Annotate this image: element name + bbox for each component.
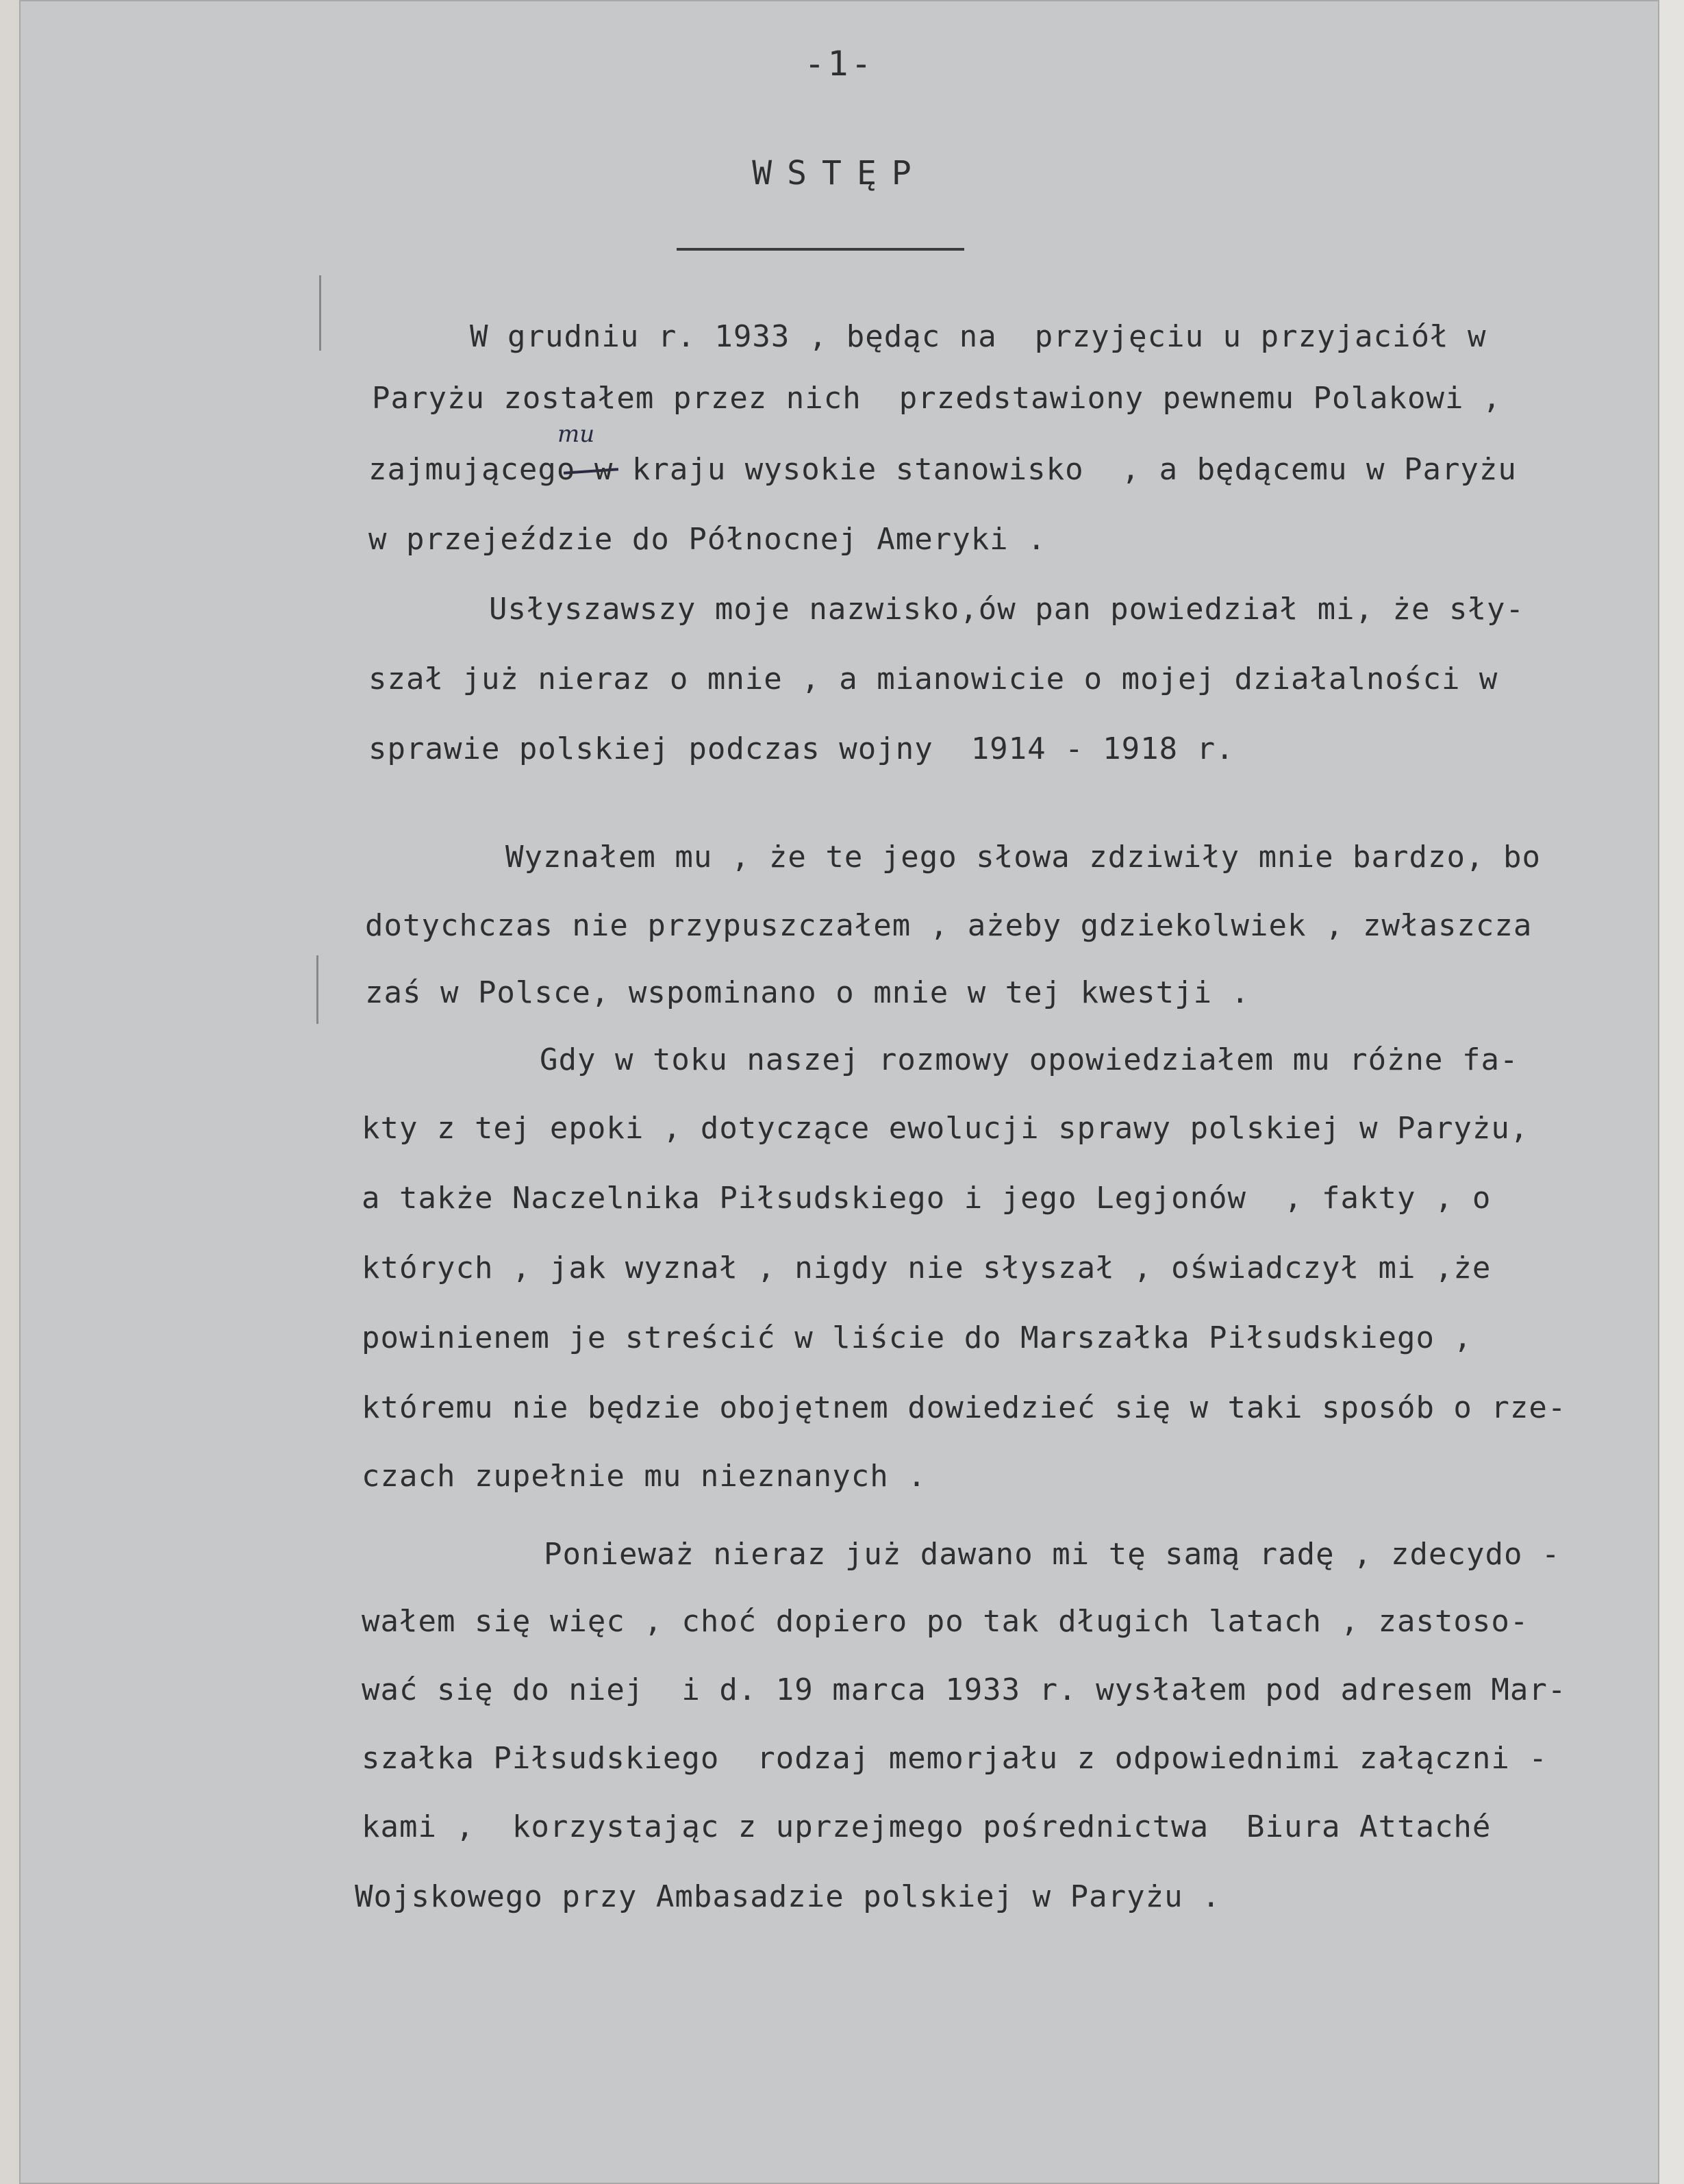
page-number: -1-: [804, 44, 875, 84]
document-page: [19, 0, 1659, 2184]
body-line-18: Ponieważ nieraz już dawano mi tę samą radę , zdecydo -: [544, 1537, 1561, 1572]
body-line-13: a także Naczelnika Piłsudskiego i jego Legjonów , fakty , o: [362, 1181, 1492, 1216]
paper-edge-left: [0, 0, 19, 2184]
body-line-8: Wyznałem mu , że te jego słowa zdziwiły mnie bardzo, bo: [505, 840, 1541, 875]
body-line-17: czach zupełnie mu nieznanych .: [362, 1459, 927, 1494]
body-line-19: wałem się więc , choć dopiero po tak długich latach , zastoso-: [362, 1604, 1529, 1639]
body-line-15: powinienem je streścić w liście do Marszałka Piłsudskiego ,: [362, 1320, 1472, 1355]
body-line-21: szałka Piłsudskiego rodzaj memorjału z odpowiednimi załączni -: [362, 1741, 1548, 1776]
body-line-9: dotychczas nie przypuszczałem , ażeby gdziekolwiek , zwłaszcza: [365, 908, 1533, 943]
body-line-20: wać się do niej i d. 19 marca 1933 r. wysłałem pod adresem Mar-: [362, 1672, 1567, 1707]
body-line-5: Usłyszawszy moje nazwisko,ów pan powiedział mi, że sły-: [489, 592, 1524, 627]
handwritten-insert: mu: [557, 421, 595, 448]
paper-edge-right: [1659, 0, 1684, 2184]
document-title: WSTĘP: [752, 154, 927, 192]
body-line-4: w przejeździe do Północnej Ameryki .: [368, 522, 1046, 557]
body-line-14: których , jak wyznał , nigdy nie słyszał , oświadczył mi ,że: [362, 1251, 1492, 1285]
title-underline: [677, 248, 964, 251]
margin-mark-top: [319, 275, 321, 351]
body-line-6: szał już nieraz o mnie , a mianowicie o mojej działalności w: [368, 662, 1498, 696]
body-line-7: sprawie polskiej podczas wojny 1914 - 1918 r.: [368, 731, 1235, 766]
body-line-11: Gdy w toku naszej rozmowy opowiedziałem mu różne fa-: [540, 1042, 1519, 1077]
body-line-3: zajmującego w kraju wysokie stanowisko , a będącemu w Paryżu: [368, 452, 1517, 487]
body-line-22: kami , korzystając z uprzejmego pośrednictwa Biura Attaché: [362, 1809, 1492, 1844]
body-line-10: zaś w Polsce, wspominano o mnie w tej kwestji .: [365, 975, 1251, 1010]
body-line-12: kty z tej epoki , dotyczące ewolucji sprawy polskiej w Paryżu,: [362, 1111, 1529, 1146]
body-line-2: Paryżu zostałem przez nich przedstawiony pewnemu Polakowi ,: [372, 381, 1502, 416]
body-line-16: któremu nie będzie obojętnem dowiedzieć się w taki sposób o rze-: [362, 1390, 1567, 1425]
margin-mark-middle: [316, 955, 318, 1024]
body-line-23: Wojskowego przy Ambasadzie polskiej w Paryżu .: [355, 1879, 1221, 1914]
body-line-1: W grudniu r. 1933 , będąc na przyjęciu u przyjaciół w: [470, 319, 1487, 354]
